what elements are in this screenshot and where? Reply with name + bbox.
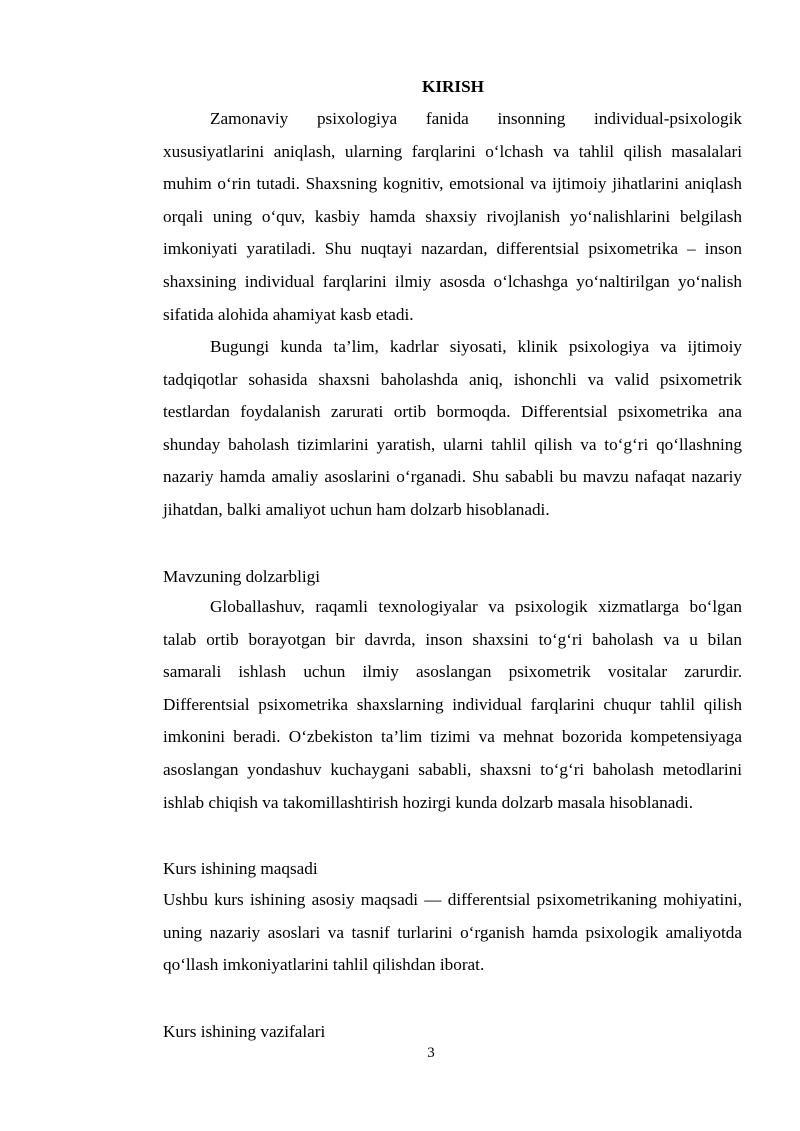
paragraph-course-goal: Ushbu kurs ishining asosiy maqsadi — differentsial psixometrikaning mohiyatini, uning nazariy asoslari va tasnif turlarini o‘rganish hamda psixologik amaliyotda qo‘llash imkoniyatlarini tahlil qilishdan iborat. — [163, 890, 742, 975]
paragraph-relevance-today: Bugungi kunda ta’lim, kadrlar siyosati, klinik psixologiya va ijtimoiy tadqiqotlar sohasida shaxsni baholashda aniq, ishonchli va valid psixometrik testlardan foydalanish zarurati ortib bormoqda. Differentsial psixometrika ana shunday baholash tizimlarini yaratish, ularni tahlil qilish va to‘g‘ri qo‘llashning nazariy hamda amaliy asoslarini o‘rganadi. Shu sababli bu mavzu nafaqat nazariy jihatdan, balki amaliyot uchun ham dolzarb hisoblanadi. — [163, 337, 742, 519]
heading-topic-relevance: Mavzuning dolzarbligi — [163, 567, 321, 586]
page-number: 3 — [427, 1045, 435, 1061]
page-title: KIRISH — [421, 77, 485, 96]
paragraph-intro: Zamonaviy psixologiya fanida insonning individual-psixologik xususiyatlarini aniqlash, ularning farqlarini o‘lchash va tahlil qilish masalalari muhim o‘rin tutadi. Shaxsning kognitiv, emotsional va ijtimoiy jihatlarini aniqlash orqali uning o‘quv, kasbiy hamda shaxsiy rivojlanish yo‘nalishlarini belgilash imkoniyati yaratiladi. Shu nuqtayi nazardan, differentsial psixometrika – inson shaxsining individual farqlarini ilmiy asosda o‘lchashga yo‘naltirilgan yo‘nalish sifatida alohida ahamiyat kasb etadi. — [163, 109, 742, 324]
heading-course-goal: Kurs ishining maqsadi — [163, 859, 318, 878]
heading-course-tasks: Kurs ishining vazifalari — [163, 1022, 326, 1041]
paragraph-globalization: Globallashuv, raqamli texnologiyalar va psixologik xizmatlarga bo‘lgan talab ortib borayotgan bir davrda, inson shaxsini to‘g‘ri baholash va u bilan samarali ishlash uchun ilmiy asoslangan psixometrik vositalar zarurdir. Differentsial psixometrika shaxslarning individual farqlarini chuqur tahlil qilish imkonini beradi. O‘zbekiston ta’lim tizimi va mehnat bozorida kompetensiyaga asoslangan yondashuv kuchaygani sababli, shaxsni to‘g‘ri baholash metodlarini ishlab chiqish va takomillashtirish hozirgi kunda dolzarb masala hisoblanadi. — [163, 597, 742, 812]
